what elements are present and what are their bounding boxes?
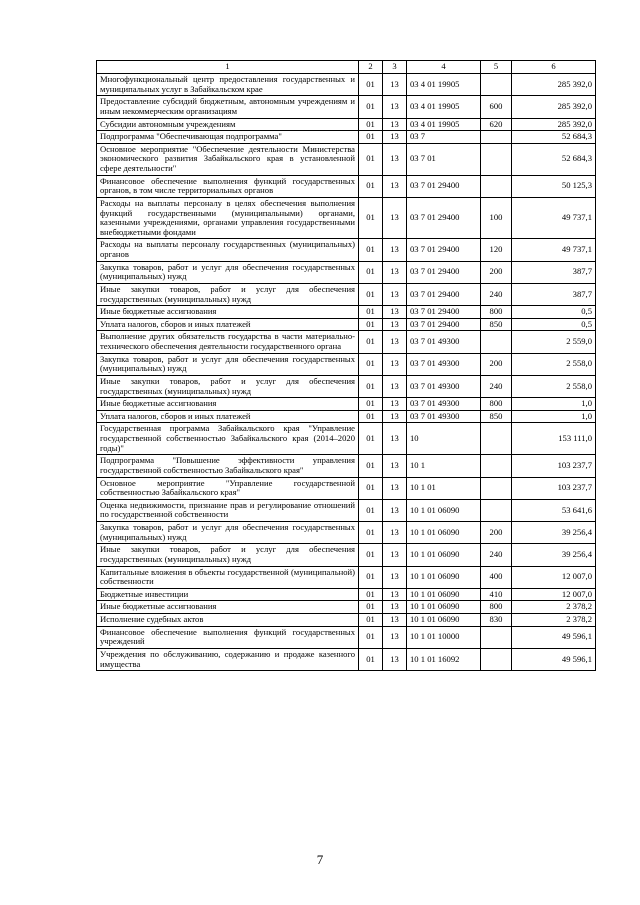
target-article-cell: 03 7 01 29400 (407, 239, 481, 261)
section-code-cell: 01 (359, 455, 383, 477)
target-article-cell: 03 7 01 29400 (407, 261, 481, 283)
row-name-cell: Иные бюджетные ассигнования (97, 601, 359, 614)
subsection-code-cell: 13 (383, 398, 407, 411)
section-code-cell: 01 (359, 614, 383, 627)
subsection-code-cell: 13 (383, 522, 407, 544)
row-name-cell: Учреждения по обслуживанию, содержанию и продаже казенного имущества (97, 648, 359, 670)
row-name-cell: Иные закупки товаров, работ и услуг для обеспечения государственных (муниципальных) нужд (97, 375, 359, 397)
expense-type-cell: 240 (481, 544, 512, 566)
amount-cell: 39 256,4 (512, 544, 596, 566)
expense-type-cell (481, 455, 512, 477)
header-cell-4: 4 (407, 61, 481, 74)
table-row (97, 131, 596, 144)
subsection-code-cell: 13 (383, 239, 407, 261)
amount-cell: 387,7 (512, 283, 596, 305)
subsection-code-cell: 13 (383, 601, 407, 614)
row-name-cell: Финансовое обеспечение выполнения функций государственных органов, в том числе территориальных органов (97, 175, 359, 197)
target-article-cell: 03 4 01 19905 (407, 96, 481, 118)
target-article-cell: 03 7 01 29400 (407, 175, 481, 197)
section-code-cell: 01 (359, 306, 383, 319)
section-code-cell: 01 (359, 143, 383, 175)
amount-cell: 52 684,3 (512, 143, 596, 175)
table-row (97, 175, 596, 197)
target-article-cell: 10 1 01 06090 (407, 588, 481, 601)
header-cell-6: 6 (512, 61, 596, 74)
row-name-cell: Иные закупки товаров, работ и услуг для обеспечения государственных (муниципальных) нужд (97, 283, 359, 305)
subsection-code-cell: 13 (383, 423, 407, 455)
amount-cell: 39 256,4 (512, 522, 596, 544)
amount-cell: 2 378,2 (512, 614, 596, 627)
amount-cell: 103 237,7 (512, 477, 596, 499)
amount-cell: 285 392,0 (512, 96, 596, 118)
amount-cell: 52 684,3 (512, 131, 596, 144)
row-name-cell: Капитальные вложения в объекты государственной (муниципальной) собственности (97, 566, 359, 588)
amount-cell: 49 737,1 (512, 239, 596, 261)
row-name-cell: Закупка товаров, работ и услуг для обеспечения государственных (муниципальных) нужд (97, 353, 359, 375)
row-name-cell: Закупка товаров, работ и услуг для обеспечения государственных (муниципальных) нужд (97, 261, 359, 283)
subsection-code-cell: 13 (383, 566, 407, 588)
table-row (97, 306, 596, 319)
amount-cell: 12 007,0 (512, 588, 596, 601)
table-row (97, 544, 596, 566)
section-code-cell: 01 (359, 197, 383, 239)
subsection-code-cell: 13 (383, 175, 407, 197)
section-code-cell: 01 (359, 175, 383, 197)
amount-cell: 49 737,1 (512, 197, 596, 239)
section-code-cell: 01 (359, 398, 383, 411)
header-row (97, 61, 596, 74)
page-number: 7 (316, 852, 324, 867)
target-article-cell: 03 7 01 29400 (407, 306, 481, 319)
expense-type-cell: 410 (481, 588, 512, 601)
amount-cell: 2 378,2 (512, 601, 596, 614)
expense-type-cell: 120 (481, 239, 512, 261)
expense-type-cell (481, 477, 512, 499)
target-article-cell: 10 1 01 06090 (407, 614, 481, 627)
table-row (97, 423, 596, 455)
expense-type-cell: 400 (481, 566, 512, 588)
target-article-cell: 10 1 01 (407, 477, 481, 499)
target-article-cell: 03 7 01 49300 (407, 353, 481, 375)
table-body (97, 74, 596, 671)
budget-table (96, 60, 596, 671)
expense-type-cell: 800 (481, 306, 512, 319)
target-article-cell: 03 7 01 49300 (407, 331, 481, 353)
expense-type-cell (481, 626, 512, 648)
target-article-cell: 10 1 01 06090 (407, 522, 481, 544)
expense-type-cell: 200 (481, 261, 512, 283)
table-row (97, 455, 596, 477)
subsection-code-cell: 13 (383, 410, 407, 423)
expense-type-cell: 200 (481, 353, 512, 375)
row-name-cell: Расходы на выплаты персоналу в целях обеспечения выполнения функций государственными (муниципальными) органами, казенными учреждениями, органами управления государственными внебюджетными фондами (97, 197, 359, 239)
section-code-cell: 01 (359, 566, 383, 588)
subsection-code-cell: 13 (383, 455, 407, 477)
subsection-code-cell: 13 (383, 118, 407, 131)
subsection-code-cell: 13 (383, 318, 407, 331)
target-article-cell: 03 7 01 (407, 143, 481, 175)
target-article-cell: 10 1 01 06090 (407, 544, 481, 566)
section-code-cell: 01 (359, 261, 383, 283)
expense-type-cell: 830 (481, 614, 512, 627)
target-article-cell: 10 1 01 10000 (407, 626, 481, 648)
section-code-cell: 01 (359, 283, 383, 305)
amount-cell: 387,7 (512, 261, 596, 283)
row-name-cell: Предоставление субсидий бюджетным, автономным учреждениям и иным некоммерческим организациям (97, 96, 359, 118)
row-name-cell: Основное мероприятие "Управление государственной собственностью Забайкальского края" (97, 477, 359, 499)
expense-type-cell: 100 (481, 197, 512, 239)
subsection-code-cell: 13 (383, 353, 407, 375)
header-cell-1: 1 (97, 61, 359, 74)
expense-type-cell: 800 (481, 601, 512, 614)
amount-cell: 1,0 (512, 410, 596, 423)
row-name-cell: Иные закупки товаров, работ и услуг для обеспечения государственных (муниципальных) нужд (97, 544, 359, 566)
target-article-cell: 10 1 (407, 455, 481, 477)
row-name-cell: Уплата налогов, сборов и иных платежей (97, 410, 359, 423)
table-row (97, 353, 596, 375)
target-article-cell: 03 7 01 49300 (407, 410, 481, 423)
section-code-cell: 01 (359, 353, 383, 375)
amount-cell: 2 558,0 (512, 353, 596, 375)
subsection-code-cell: 13 (383, 477, 407, 499)
row-name-cell: Иные бюджетные ассигнования (97, 306, 359, 319)
target-article-cell: 10 1 01 06090 (407, 499, 481, 521)
expense-type-cell (481, 648, 512, 670)
expense-type-cell (481, 423, 512, 455)
row-name-cell: Бюджетные инвестиции (97, 588, 359, 601)
expense-type-cell: 600 (481, 96, 512, 118)
table-row (97, 588, 596, 601)
subsection-code-cell: 13 (383, 648, 407, 670)
table-row (97, 648, 596, 670)
subsection-code-cell: 13 (383, 331, 407, 353)
table-row (97, 74, 596, 96)
section-code-cell: 01 (359, 239, 383, 261)
section-code-cell: 01 (359, 423, 383, 455)
table-row (97, 410, 596, 423)
amount-cell: 50 125,3 (512, 175, 596, 197)
expense-type-cell (481, 499, 512, 521)
section-code-cell: 01 (359, 131, 383, 144)
row-name-cell: Подпрограмма "Повышение эффективности управления государственной собственностью Забайкальского края" (97, 455, 359, 477)
expense-type-cell: 620 (481, 118, 512, 131)
section-code-cell: 01 (359, 588, 383, 601)
amount-cell: 1,0 (512, 398, 596, 411)
table-row (97, 197, 596, 239)
subsection-code-cell: 13 (383, 261, 407, 283)
row-name-cell: Государственная программа Забайкальского края "Управление государственной собственностью Забайкальского края (2014–2020 годы)" (97, 423, 359, 455)
section-code-cell: 01 (359, 318, 383, 331)
subsection-code-cell: 13 (383, 74, 407, 96)
row-name-cell: Основное мероприятие "Обеспечение деятельности Министерства экономического развития Забайкальского края в установленной сфере деятельности" (97, 143, 359, 175)
row-name-cell: Финансовое обеспечение выполнения функций государственных учреждений (97, 626, 359, 648)
target-article-cell: 03 7 01 49300 (407, 375, 481, 397)
expense-type-cell: 200 (481, 522, 512, 544)
table-row (97, 614, 596, 627)
expense-type-cell: 240 (481, 283, 512, 305)
amount-cell: 103 237,7 (512, 455, 596, 477)
subsection-code-cell: 13 (383, 283, 407, 305)
target-article-cell: 03 7 01 29400 (407, 283, 481, 305)
section-code-cell: 01 (359, 626, 383, 648)
amount-cell: 12 007,0 (512, 566, 596, 588)
target-article-cell: 10 1 01 16092 (407, 648, 481, 670)
expense-type-cell (481, 131, 512, 144)
section-code-cell: 01 (359, 118, 383, 131)
target-article-cell: 03 4 01 19905 (407, 118, 481, 131)
expense-type-cell: 850 (481, 318, 512, 331)
header-cell-3: 3 (383, 61, 407, 74)
section-code-cell: 01 (359, 601, 383, 614)
subsection-code-cell: 13 (383, 544, 407, 566)
row-name-cell: Подпрограмма "Обеспечивающая подпрограмма" (97, 131, 359, 144)
table-row (97, 118, 596, 131)
section-code-cell: 01 (359, 410, 383, 423)
row-name-cell: Субсидии автономным учреждениям (97, 118, 359, 131)
amount-cell: 49 596,1 (512, 648, 596, 670)
row-name-cell: Многофункциональный центр предоставления государственных и муниципальных услуг в Забайкальском крае (97, 74, 359, 96)
table-row (97, 261, 596, 283)
section-code-cell: 01 (359, 331, 383, 353)
section-code-cell: 01 (359, 499, 383, 521)
table-row (97, 601, 596, 614)
amount-cell: 0,5 (512, 318, 596, 331)
expense-type-cell: 240 (481, 375, 512, 397)
row-name-cell: Оценка недвижимости, признание прав и регулирование отношений по государственной собственности (97, 499, 359, 521)
amount-cell: 285 392,0 (512, 118, 596, 131)
table-row (97, 318, 596, 331)
subsection-code-cell: 13 (383, 626, 407, 648)
section-code-cell: 01 (359, 648, 383, 670)
row-name-cell: Уплата налогов, сборов и иных платежей (97, 318, 359, 331)
target-article-cell: 10 1 01 06090 (407, 566, 481, 588)
table-row (97, 566, 596, 588)
target-article-cell: 03 7 01 29400 (407, 197, 481, 239)
section-code-cell: 01 (359, 96, 383, 118)
table-row (97, 499, 596, 521)
expense-type-cell (481, 74, 512, 96)
subsection-code-cell: 13 (383, 306, 407, 319)
table-row (97, 239, 596, 261)
row-name-cell: Расходы на выплаты персоналу государственных (муниципальных) органов (97, 239, 359, 261)
expense-type-cell (481, 175, 512, 197)
table-row (97, 477, 596, 499)
table-row (97, 522, 596, 544)
table-row (97, 96, 596, 118)
header-cell-5: 5 (481, 61, 512, 74)
table-row (97, 283, 596, 305)
section-code-cell: 01 (359, 477, 383, 499)
amount-cell: 2 558,0 (512, 375, 596, 397)
amount-cell: 49 596,1 (512, 626, 596, 648)
subsection-code-cell: 13 (383, 588, 407, 601)
table-row (97, 143, 596, 175)
header-cell-2: 2 (359, 61, 383, 74)
subsection-code-cell: 13 (383, 614, 407, 627)
section-code-cell: 01 (359, 544, 383, 566)
table-row (97, 331, 596, 353)
target-article-cell: 03 7 01 49300 (407, 398, 481, 411)
amount-cell: 0,5 (512, 306, 596, 319)
expense-type-cell (481, 143, 512, 175)
target-article-cell: 10 1 01 06090 (407, 601, 481, 614)
section-code-cell: 01 (359, 522, 383, 544)
amount-cell: 153 111,0 (512, 423, 596, 455)
target-article-cell: 03 4 01 19905 (407, 74, 481, 96)
amount-cell: 2 559,0 (512, 331, 596, 353)
expense-type-cell: 800 (481, 398, 512, 411)
row-name-cell: Выполнение других обязательств государства в части материально-технического обеспечения деятельности государственного органа (97, 331, 359, 353)
target-article-cell: 10 (407, 423, 481, 455)
table-row (97, 626, 596, 648)
subsection-code-cell: 13 (383, 499, 407, 521)
subsection-code-cell: 13 (383, 131, 407, 144)
target-article-cell: 03 7 (407, 131, 481, 144)
subsection-code-cell: 13 (383, 96, 407, 118)
table-row (97, 398, 596, 411)
row-name-cell: Исполнение судебных актов (97, 614, 359, 627)
section-code-cell: 01 (359, 74, 383, 96)
target-article-cell: 03 7 01 29400 (407, 318, 481, 331)
row-name-cell: Иные бюджетные ассигнования (97, 398, 359, 411)
section-code-cell: 01 (359, 375, 383, 397)
subsection-code-cell: 13 (383, 143, 407, 175)
amount-cell: 53 641,6 (512, 499, 596, 521)
row-name-cell: Закупка товаров, работ и услуг для обеспечения государственных (муниципальных) нужд (97, 522, 359, 544)
subsection-code-cell: 13 (383, 375, 407, 397)
subsection-code-cell: 13 (383, 197, 407, 239)
amount-cell: 285 392,0 (512, 74, 596, 96)
table-row (97, 375, 596, 397)
expense-type-cell (481, 331, 512, 353)
expense-type-cell: 850 (481, 410, 512, 423)
